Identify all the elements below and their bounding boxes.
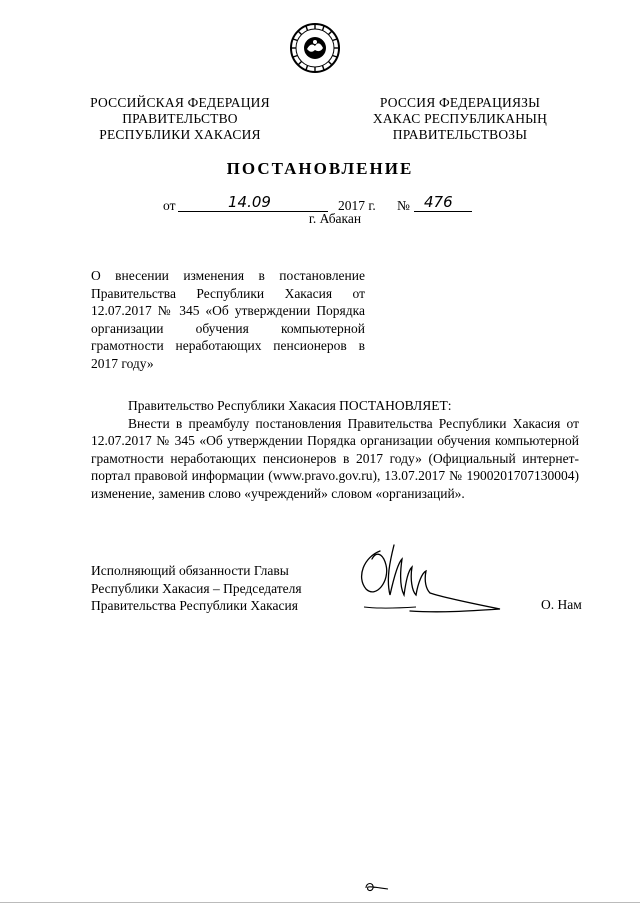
signatory-title-line: Исполняющий обязанности Главы <box>91 563 289 578</box>
header-left-line: РЕСПУБЛИКИ ХАКАСИЯ <box>99 127 261 142</box>
number-sign: № <box>397 198 410 213</box>
document-title: ПОСТАНОВЛЕНИЕ <box>226 159 414 178</box>
header-left <box>80 95 280 143</box>
header-right-line: РОССИЯ ФЕДЕРАЦИЯЗЫ <box>379 95 541 110</box>
date-prefix: от <box>163 198 176 213</box>
header-left-line: РОССИЙСКАЯ ФЕДЕРАЦИЯ <box>90 95 270 110</box>
document-body <box>91 397 579 502</box>
header-right-line: ПРАВИТЕЛЬСТВОЗЫ <box>392 127 528 142</box>
body-paragraph: Правительство Республики Хакасия ПОСТАНОВЛЯЕТ: <box>128 398 452 413</box>
handwritten-mark <box>362 880 392 894</box>
coat-of-arms-icon <box>289 22 341 74</box>
date-year: 2017 г. <box>338 198 376 213</box>
signer-name: О. Нам <box>541 597 582 612</box>
body-paragraph: Внести в преамбулу постановления Правительства Республики Хакасия от 12.07.2017 № 345 «Об утверждении Порядка организации обучения компьютерной грамотности неработающих пенсионеров в 2017 году» (Официальный интернет-портал правовой информации (www.pravo.gov.ru), 13.07.2017 № 1900201707130004) изменение, заменив слово «учреждений» словом «организаций». <box>91 415 579 501</box>
handwritten-number: 476 <box>424 193 453 211</box>
signatory-title <box>91 562 302 615</box>
city: г. Абакан <box>308 211 362 226</box>
header-left-line: ПРАВИТЕЛЬСТВО <box>122 111 238 126</box>
page-bottom-edge <box>0 902 640 903</box>
document-subject: О внесении изменения в постановление Правительства Республики Хакасия от 12.07.2017 № 345 «Об утверждении Порядка организации обучения компьютерной грамотности неработающих пенсионеров в 2017 году» <box>91 268 365 371</box>
signatory-title-line: Республики Хакасия – Председателя <box>91 580 302 596</box>
handwritten-date: 14.09 <box>228 193 271 211</box>
header-right-line: ХАКАС РЕСПУБЛИКАНЫҢ <box>372 111 548 126</box>
header-right <box>360 95 560 143</box>
handwritten-signature <box>350 537 520 617</box>
signatory-title-line: Правительства Республики Хакасия <box>91 598 298 613</box>
